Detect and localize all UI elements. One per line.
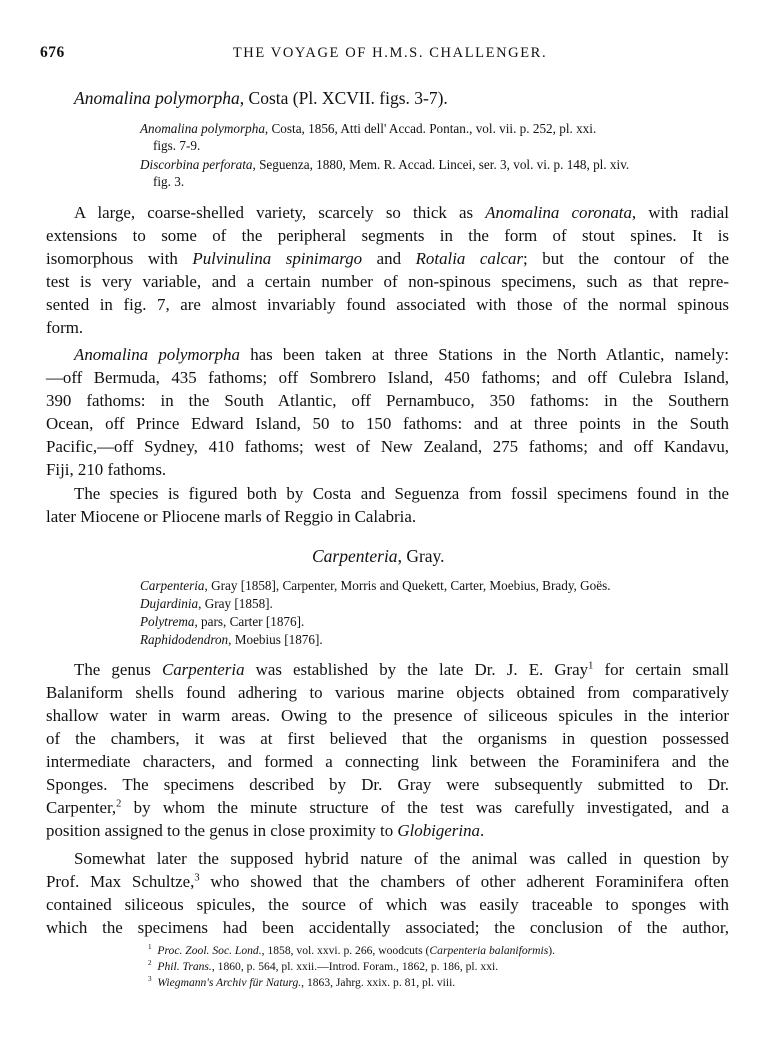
- text: was established by the late Dr. J. E. Gray: [244, 660, 589, 679]
- page-number: 676: [40, 44, 65, 61]
- paragraph-line: [74, 203, 729, 223]
- species-ref: Rotalia calcar: [415, 249, 524, 268]
- paragraph-line: 390 fathoms: in the South Atlantic, off Pernambuco, 350 fathoms: in the Southern: [46, 391, 729, 410]
- footnote-ref: 2: [116, 798, 122, 810]
- text: who showed that the chambers of other adherent Foraminifera often: [199, 872, 729, 891]
- paragraph-line: Fiji, 210 fathoms.: [46, 460, 167, 479]
- paragraph-line: [46, 798, 729, 818]
- genus-heading: [312, 546, 445, 567]
- text: A large, coarse-shelled variety, scarcely so thick as: [74, 203, 486, 222]
- page-header: [40, 44, 740, 66]
- synonym-citation: , pars, Carter [1876].: [194, 614, 305, 629]
- synonym-citation: , Moebius [1876].: [228, 632, 323, 647]
- synonymy-entry: [140, 596, 273, 612]
- text: for certain small: [593, 660, 729, 679]
- paragraph-line: [74, 345, 729, 365]
- footnote-journal: Phil. Trans.: [157, 960, 212, 973]
- footnote: [148, 976, 455, 989]
- synonymy-entry: [140, 578, 611, 594]
- synonym-citation: , Gray [1858].: [198, 596, 273, 611]
- synonym-name: Anomalina polymorpha: [140, 121, 265, 136]
- footnote-number: 2: [148, 959, 152, 968]
- text: by whom the minute structure of the test was carefully investigated, and a: [121, 798, 729, 817]
- text: Carpenter,: [46, 798, 117, 817]
- text: has been taken at three Stations in the North Atlantic, namely:: [239, 345, 730, 364]
- footnote-text: , 1858, vol. xxvi. p. 266, woodcuts (: [261, 944, 430, 957]
- footnote-number: 3: [148, 975, 152, 984]
- species-ref: Pulvinulina spinimargo: [192, 249, 363, 268]
- paragraph-line: later Miocene or Pliocene marls of Reggio in Calabria.: [46, 507, 417, 526]
- synonym-name: Raphidodendron: [140, 632, 229, 647]
- footnote-species: Carpenteria balaniformis: [429, 944, 549, 957]
- paragraph-line: contained siliceous spicules, the source of which was easily traceable to sponges with: [46, 895, 729, 914]
- synonymy-entry-continued: [153, 174, 184, 190]
- paragraph-line: [46, 872, 729, 892]
- paragraph-line: —off Bermuda, 435 fathoms; off Sombrero Island, 450 fathoms; and off Culebra Island,: [46, 368, 729, 387]
- paragraph-line: Pacific,—off Sydney, 410 fathoms; west of New Zealand, 275 fathoms; and off Kandavu,: [46, 437, 729, 456]
- footnote-text: ).: [548, 944, 556, 957]
- footnote-text: , 1860, p. 564, pl. xxii.—Introd. Foram., 1862, p. 186, pl. xxi.: [211, 960, 499, 973]
- paragraph-line: shallow water in warm areas. Owing to the presence of siliceous spicules in the interior: [46, 706, 729, 725]
- paragraph-line: extensions to some of the peripheral segments in the form of stout spines. It is: [46, 226, 729, 245]
- text: and: [362, 249, 416, 268]
- footnote-journal: Proc. Zool. Soc. Lond.: [157, 944, 262, 957]
- text: ; but the contour of the: [523, 249, 730, 268]
- footnote-journal: Wiegmann's Archiv für Naturg.: [157, 976, 302, 989]
- paragraph-line: form.: [46, 318, 84, 337]
- paragraph-line: Ocean, off Prince Edward Island, 50 to 150 fathoms: and at three points in the South: [46, 414, 729, 433]
- synonym-citation: , Gray [1858], Carpenter, Morris and Quekett, Carter, Moebius, Brady, Goës.: [204, 578, 611, 593]
- synonym-name: Dujardinia: [140, 596, 199, 611]
- paragraph-line: sented in fig. 7, are almost invariably found associated with those of the normal spinous: [46, 295, 729, 314]
- synonymy-entry: [140, 157, 629, 173]
- species-heading: [74, 88, 448, 109]
- synonym-citation-cont: figs. 7-9.: [153, 138, 201, 153]
- text: The genus: [74, 660, 162, 679]
- species-authority: , Costa (Pl. XCVII. figs. 3-7).: [239, 88, 448, 108]
- synonym-citation: , Seguenza, 1880, Mem. R. Accad. Lincei, ser. 3, vol. vi. p. 148, pl. xiv.: [252, 157, 630, 172]
- paragraph-line: of the chambers, it was at first believed that the organisms in question possessed: [46, 729, 729, 748]
- paragraph-line: The species is figured both by Costa and Seguenza from fossil specimens found in the: [74, 484, 729, 503]
- synonymy-entry-continued: [153, 138, 200, 154]
- synonymy-entry: [140, 121, 596, 137]
- genus-ref: Carpenteria: [161, 660, 245, 679]
- paragraph-line: Somewhat later the supposed hybrid nature of the animal was called in question by: [74, 849, 729, 868]
- running-title: THE VOYAGE OF H.M.S. CHALLENGER.: [232, 45, 548, 61]
- paragraph-line: [46, 249, 729, 269]
- text: , with radial: [631, 203, 729, 222]
- footnote: [148, 944, 555, 957]
- paragraph-line: [46, 821, 484, 841]
- text: isomorphous with: [46, 249, 193, 268]
- paragraph-line: [74, 660, 729, 680]
- genus-ref: Globigerina: [397, 821, 480, 840]
- species-name: Anomalina polymorpha: [74, 88, 240, 108]
- paragraph-line: Balaniform shells found adhering to various marine objects obtained from comparatively: [46, 683, 729, 702]
- synonym-name: Discorbina perforata: [140, 157, 253, 172]
- synonym-name: Carpenteria: [140, 578, 205, 593]
- species-ref: Anomalina coronata: [485, 203, 632, 222]
- paragraph-line: Sponges. The specimens described by Dr. Gray were subsequently submitted to Dr.: [46, 775, 729, 794]
- footnote-ref: 3: [194, 872, 200, 884]
- synonym-name: Polytrema: [140, 614, 195, 629]
- paragraph-line: test is very variable, and a certain number of non-spinous specimens, such as that repre-: [46, 272, 729, 291]
- species-ref: Anomalina polymorpha: [74, 345, 240, 364]
- paragraph-line: which the specimens had been accidentally associated; the conclusion of the author,: [46, 918, 729, 937]
- footnote-text: , 1863, Jahrg. xxix. p. 81, pl. viii.: [301, 976, 456, 989]
- genus-authority: , Gray.: [397, 546, 445, 566]
- genus-name: Carpenteria: [312, 546, 398, 566]
- synonym-citation: , Costa, 1856, Atti dell' Accad. Pontan., vol. vii. p. 252, pl. xxi.: [264, 121, 597, 136]
- synonymy-entry: [140, 614, 304, 630]
- synonym-citation-cont: fig. 3.: [153, 174, 185, 189]
- footnote: [148, 960, 498, 973]
- footnote-number: 1: [148, 943, 152, 952]
- text: .: [479, 821, 485, 840]
- text: Prof. Max Schultze,: [46, 872, 195, 891]
- synonymy-entry: [140, 632, 323, 648]
- paragraph-line: intermediate characters, and formed a connecting link between the Foraminifera and the: [46, 752, 729, 771]
- text: position assigned to the genus in close proximity to: [46, 821, 398, 840]
- footnote-ref: 1: [588, 660, 594, 672]
